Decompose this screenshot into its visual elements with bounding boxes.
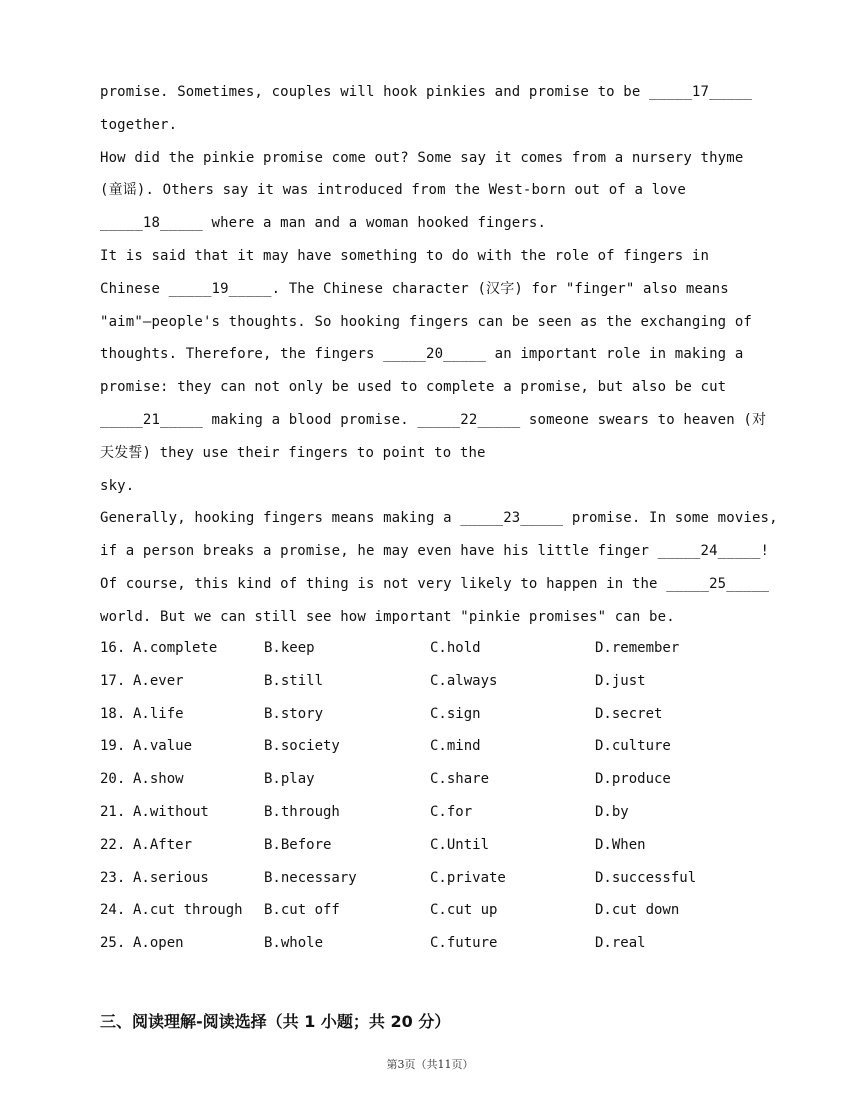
question-list: [100, 632, 780, 960]
option-d: D.When: [595, 836, 646, 853]
option-c: C.cut up: [430, 902, 498, 919]
option-b: B.society: [264, 738, 340, 755]
option-c: C.always: [430, 672, 498, 689]
question-number: 16.: [100, 640, 126, 656]
option-d: D.remember: [595, 640, 680, 656]
passage-line: Generally, hooking fingers means making a _____23_____ promise. In some movies,: [100, 510, 778, 527]
option-d: D.secret: [595, 705, 663, 722]
question-row: [100, 698, 780, 731]
passage-line: sky.: [100, 477, 135, 494]
question-row: [100, 862, 780, 895]
question-number: 22.: [100, 836, 126, 853]
option-a: A.value: [133, 738, 193, 755]
option-c: C.private: [430, 869, 506, 886]
question-number: 18.: [100, 705, 126, 722]
question-row: [100, 927, 780, 960]
question-number: 25.: [100, 935, 126, 952]
option-b: B.necessary: [264, 869, 357, 886]
passage-line: Of course, this kind of thing is not very likely to happen in the _____25_____: [100, 575, 770, 592]
question-number: 17.: [100, 672, 126, 689]
passage-line: (童谣). Others say it was introduced from the West-born out of a love: [100, 182, 686, 199]
question-number: 23.: [100, 869, 126, 886]
passage-line: if a person breaks a promise, he may even have his little finger _____24_____!: [100, 543, 770, 560]
option-a: A.serious: [133, 869, 209, 886]
option-b: B.through: [264, 803, 340, 820]
option-c: C.hold: [430, 640, 481, 656]
option-d: D.successful: [595, 869, 697, 886]
question-row: [100, 763, 780, 796]
passage-line: Chinese _____19_____. The Chinese character (汉字) for "finger" also means: [100, 280, 729, 297]
passage-line: promise: they can not only be used to complete a promise, but also be cut: [100, 379, 727, 396]
option-a: A.complete: [133, 640, 218, 656]
question-row: [100, 829, 780, 862]
option-a: A.After: [133, 836, 193, 853]
option-d: D.culture: [595, 738, 671, 755]
option-d: D.produce: [595, 771, 671, 788]
question-number: 20.: [100, 771, 126, 788]
option-b: B.keep: [264, 640, 315, 656]
option-c: C.future: [430, 935, 498, 952]
option-d: D.just: [595, 672, 646, 689]
option-d: D.real: [595, 935, 646, 952]
passage-line: together.: [100, 116, 178, 133]
passage-line: thoughts. Therefore, the fingers _____20_____ an important role in making a: [100, 346, 744, 363]
passage-line: promise. Sometimes, couples will hook pinkies and promise to be _____17_____: [100, 84, 752, 100]
option-a: A.ever: [133, 672, 184, 689]
passage-line: _____18_____ where a man and a woman hooked fingers.: [100, 215, 547, 232]
passage-line: _____21_____ making a blood promise. _____22_____ someone swears to heaven (对: [100, 411, 767, 428]
option-b: B.cut off: [264, 902, 340, 919]
option-a: A.open: [133, 935, 184, 952]
option-b: B.whole: [264, 935, 324, 952]
question-row: [100, 894, 780, 927]
question-row: [100, 730, 780, 763]
section-title: 三、阅读理解-阅读选择（共 1 小题；共 20 分）: [100, 1012, 451, 1031]
question-number: 24.: [100, 902, 126, 919]
option-a: A.show: [133, 771, 184, 788]
passage-line: It is said that it may have something to do with the role of fingers in: [100, 247, 710, 264]
option-b: B.play: [264, 771, 315, 788]
question-row: [100, 796, 780, 829]
option-c: C.for: [430, 803, 473, 820]
option-d: D.cut down: [595, 902, 680, 919]
option-a: A.life: [133, 705, 184, 722]
option-b: B.still: [264, 672, 324, 689]
page-footer: 第3页（共11页）: [386, 1058, 474, 1071]
question-number: 21.: [100, 803, 126, 820]
option-c: C.Until: [430, 836, 490, 853]
option-d: D.by: [595, 803, 629, 820]
question-row: [100, 665, 780, 698]
option-b: B.story: [264, 705, 324, 722]
option-c: C.sign: [430, 705, 481, 722]
passage-line: How did the pinkie promise come out? Some say it comes from a nursery thyme: [100, 149, 744, 166]
option-a: A.cut through: [133, 902, 243, 919]
passage-line: "aim"—people's thoughts. So hooking fingers can be seen as the exchanging of: [100, 313, 752, 330]
cloze-passage: [100, 76, 780, 634]
option-c: C.share: [430, 771, 490, 788]
question-row: [100, 632, 780, 665]
passage-line: 天发誓) they use their fingers to point to the: [100, 444, 486, 461]
option-c: C.mind: [430, 738, 481, 755]
option-a: A.without: [133, 803, 209, 820]
option-b: B.Before: [264, 836, 332, 853]
question-number: 19.: [100, 738, 126, 755]
passage-line: world. But we can still see how important "pinkie promises" can be.: [100, 608, 675, 625]
